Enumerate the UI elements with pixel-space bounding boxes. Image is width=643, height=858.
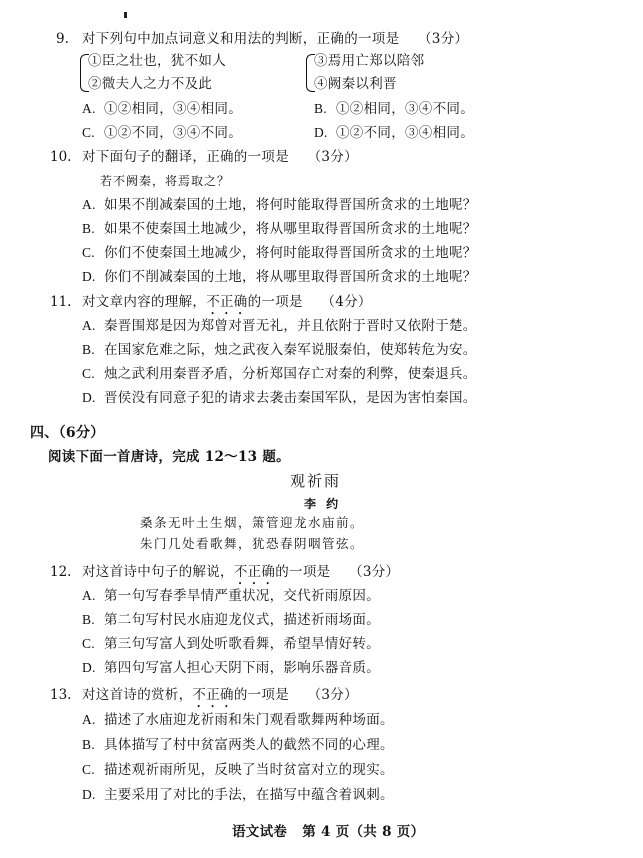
- q9-number: 9.: [56, 31, 69, 47]
- q11-emphasis: 不正确: [206, 294, 248, 310]
- q9-option-c: C. ①②不同，③④不同。: [82, 125, 242, 141]
- q9-sentence-1: ①臣之壮也，犹不如人: [88, 53, 226, 69]
- q10-option-a: A. 如果不削减秦国的土地，将何时能取得晋国所贪求的土地呢？: [82, 197, 477, 213]
- q12-score: （3分）: [349, 564, 400, 580]
- q10-stem: [82, 148, 358, 166]
- q9-option-d: D. ①②不同，③④相同。: [314, 125, 474, 141]
- page-footer: 语文试卷 第 4 页（共 8 页）: [232, 824, 425, 840]
- section4-heading: 四、（6分）: [30, 425, 105, 441]
- q10-stem-text: 对下面句子的翻译，正确的一项是: [82, 149, 289, 165]
- poem-line-1: 桑条无叶土生烟，箫管迎龙水庙前。: [140, 515, 365, 530]
- q13-number: 13.: [50, 687, 72, 703]
- poem-title: 观祈雨: [290, 472, 342, 490]
- q13-emphasis: 不正确: [192, 687, 234, 703]
- q9-score: （3分）: [418, 31, 469, 47]
- q9-sentence-4: ④阙秦以利晋: [314, 76, 397, 92]
- q11-number: 11.: [50, 294, 72, 310]
- q13-score: （3分）: [307, 687, 358, 703]
- q12-option-b: B. 第二句写村民水庙迎龙仪式，描述祈雨场面。: [82, 612, 380, 628]
- q10-number: 10.: [50, 149, 72, 165]
- q9-option-a: A. ①②相同，③④相同。: [82, 101, 242, 117]
- q9-stem-text: 对下列句中加点词意义和用法的判断，正确的一项是: [82, 31, 400, 47]
- q13-option-b: B. 具体描写了村中贫富两类人的截然不同的心理。: [82, 737, 394, 753]
- q12-emphasis: 不正确: [233, 564, 276, 580]
- q11-option-a: A. 秦晋围郑是因为郑曾对晋无礼，并且依附于晋时又依附于楚。: [82, 318, 477, 334]
- q11-stem: 对文章内容的理解，不正确的一项是 （4分）: [82, 294, 372, 310]
- q10-option-c: C. 你们不使秦国土地减少，将何时能取得晋国所贪求的土地呢？: [82, 245, 477, 261]
- q11-option-b: B. 在国家危难之际，烛之武夜入秦军说服秦伯，使郑转危为安。: [82, 342, 477, 358]
- q13-option-a: A. 描述了水庙迎龙祈雨和朱门观看歌舞两种场面。: [82, 712, 394, 728]
- q12-option-d: D. 第四句写富人担心天阴下雨，影响乐器音质。: [82, 660, 380, 676]
- q11-option-c: C. 烛之武利用秦晋矛盾，分析郑国存亡对秦的利弊，使秦退兵。: [82, 366, 477, 382]
- q10-option-d: D. 你们不削减秦国的土地，将从哪里取得晋国所贪求的土地呢？: [82, 269, 477, 285]
- ink-mark: [124, 12, 127, 18]
- q13-option-c: C. 描述观祈雨所见，反映了当时贫富对立的现实。: [82, 762, 394, 778]
- q10-option-b: B. 如果不使秦国土地减少，将从哪里取得晋国所贪求的土地呢？: [82, 221, 477, 237]
- poem-line-2: 朱门几处看歌舞，犹恐春阴咽管弦。: [140, 536, 365, 551]
- q10-quote: 若不阙秦，将焉取之？: [100, 174, 231, 188]
- q12-number: 12.: [50, 564, 72, 580]
- q11-score: （4分）: [321, 294, 372, 310]
- q11-option-d: D. 晋侯没有同意子犯的请求去袭击秦国军队，是因为害怕秦国。: [82, 390, 477, 406]
- q9-sentence-3: ③焉用亡郑以陪邻: [314, 53, 425, 69]
- q10-score: （3分）: [307, 149, 358, 165]
- q12-stem: 对这首诗中句子的解说，不正确的一项是 （3分）: [82, 564, 400, 580]
- q13-stem: 对这首诗的赏析，不正确的一项是 （3分）: [82, 687, 358, 703]
- q9-sentence-2: ②微夫人之力不及此: [88, 76, 213, 92]
- q9-stem: [82, 30, 468, 48]
- q13-option-d: D. 主要采用了对比的手法，在描写中蕴含着讽刺。: [82, 787, 394, 803]
- section4-instruction: 阅读下面一首唐诗，完成 12～13 题。: [48, 449, 290, 465]
- q9-option-b: B. ①②相同，③④不同。: [314, 101, 474, 117]
- q12-option-a: A. 第一句写春季旱情严重状况，交代祈雨原因。: [82, 588, 380, 604]
- q12-option-c: C. 第三句写富人到处听歌看舞，希望旱情好转。: [82, 636, 380, 652]
- poem-author: 李 约: [304, 497, 342, 511]
